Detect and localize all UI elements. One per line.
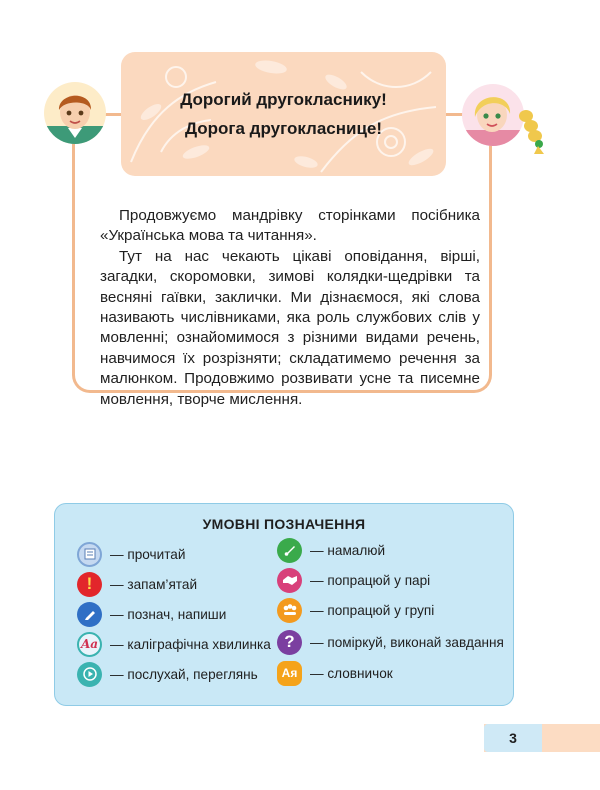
book-icon [77, 542, 102, 567]
calligraphy-icon: Aa [77, 632, 102, 657]
legend-item-remember [77, 571, 197, 597]
legend-item-think [277, 629, 504, 655]
page-number: 3 [484, 724, 542, 752]
brush-icon [277, 538, 302, 563]
legend-item-pair-work [277, 567, 430, 593]
girl-braid [516, 108, 550, 156]
greeting-line-1: Дорогий другокласнику! [180, 90, 387, 109]
legend-label: — послухай, переглянь [110, 666, 258, 682]
group-icon [277, 598, 302, 623]
legend-label: — запам’ятай [110, 576, 198, 592]
legend-item-draw [277, 537, 385, 563]
legend-label: — прочитай [110, 546, 186, 562]
legend-label: — познач, напиши [110, 606, 227, 622]
floral-ornament [121, 52, 446, 176]
question-icon: ? [277, 630, 302, 655]
greeting-line-2: Дорога другокласнице! [184, 119, 383, 138]
legend-item-listen [77, 661, 258, 687]
legend-item-read [77, 541, 185, 567]
play-icon [77, 662, 102, 687]
intro-paragraph-2: Тут на нас чекають цікаві оповідання, вірші, загадки, скоромовки, зимові колядки-щедрівки та весняні гаївки, заклички. Ми дізнаємося, які слова називають числівниками, яка роль службових слів у мовленні; ознайомимося з різними видами речень, навчимося їх розрізняти; складатимемо речення за малюнком. Продовжимо розвивати усне та писемне мовлення, творче мислення. [100, 247, 480, 408]
legend-label: — словничок [310, 665, 393, 681]
legend-item-calligraphy [77, 631, 271, 657]
legend-item-write [77, 601, 226, 627]
legend-title: УМОВНІ ПОЗНАЧЕННЯ [202, 516, 366, 532]
legend-label: — поміркуй, виконай завдання [310, 634, 504, 650]
dictionary-icon: Ая [277, 661, 302, 686]
intro-paragraph-1: Продовжуємо мандрівку сторінками посібника «Українська мова та читання». [100, 207, 480, 245]
legend-label: — попрацюй у групі [310, 602, 435, 618]
legend-item-group-work [277, 597, 434, 623]
pencil-icon [77, 602, 102, 627]
greeting-banner [121, 52, 446, 176]
legend-label: — намалюй [310, 542, 386, 558]
exclamation-icon: ! [77, 572, 102, 597]
legend-label: — каліграфічна хвилинка [110, 636, 271, 652]
legend-label: — попрацюй у парі [310, 572, 431, 588]
legend-item-dictionary [277, 660, 393, 686]
legend-box [54, 503, 514, 706]
boy-avatar [44, 82, 106, 144]
handshake-icon [277, 568, 302, 593]
intro-text [100, 206, 480, 410]
girl-avatar [462, 84, 524, 146]
